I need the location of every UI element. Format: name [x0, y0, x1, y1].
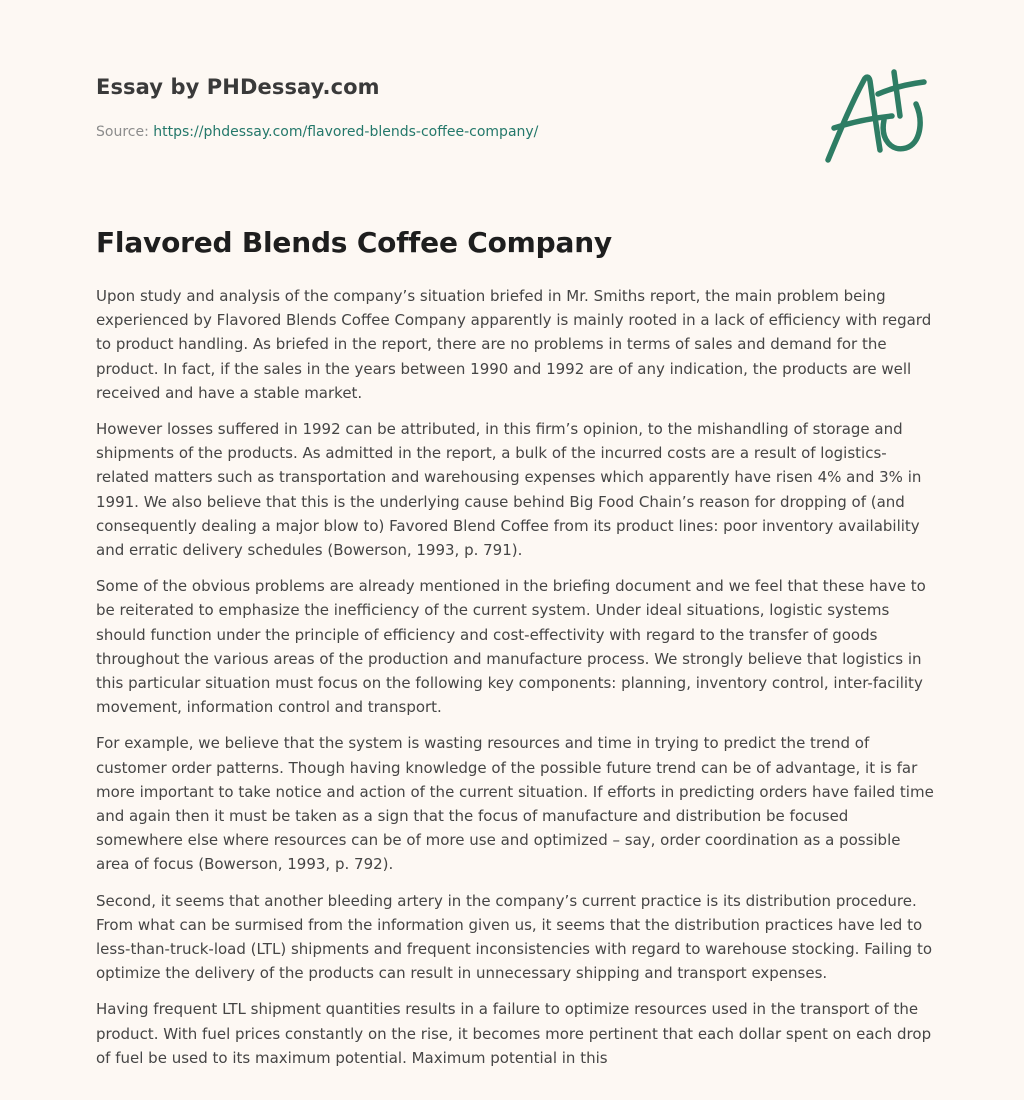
source-label: Source: [96, 124, 149, 140]
essay-paragraph: For example, we believe that the system is wasting resources and time in trying to predict the trend of customer order patterns. Though having knowledge of the possible future trend can be of advantage, it is far more important to take notice and action of the current situation. If efforts in predicting orders have failed time and again then it must be taken as a sign that the focus of manufacture and distribution be focused somewhere else where resources can be of more use and optimized – say, order coordination as a possible area of focus (Bowerson, 1993, p. 792). [96, 734, 934, 874]
source-link[interactable]: https://phdessay.com/flavored-blends-coffee-company/ [153, 124, 539, 140]
source-line [96, 124, 538, 140]
essay-paragraph: Upon study and analysis of the company’s situation briefed in Mr. Smiths report, the main problem being experienced by Flavored Blends Coffee Company apparently is mainly rooted in a lack of efficiency with regard to product handling. As briefed in the report, there are no problems in terms of sales and demand for the product. In fact, if the sales in the years between 1990 and 1992 are of any indication, the products are well received and have a stable market. [96, 287, 932, 402]
a-plus-logo-icon [820, 66, 930, 166]
site-brand: Essay by PHDessay.com [96, 75, 380, 99]
essay-paragraph: Second, it seems that another bleeding artery in the company’s current practice is its distribution procedure. From what can be surmised from the information given us, it seems that the distribution practices have led to less-than-truck-load (LTL) shipments and frequent inconsistencies with regard to warehouse stocking. Failing to optimize the delivery of the products can result in unnecessary shipping and transport expenses. [96, 891, 933, 983]
essay-paragraph: Some of the obvious problems are already mentioned in the briefing document and we feel that these have to be reiterated to emphasize the inefficiency of the current system. Under ideal situations, logistic systems should function under the principle of efficiency and cost-effectivity with regard to the transfer of goods throughout the various areas of the production and manufacture process. We strongly believe that logistics in this particular situation must focus on the following key components: planning, inventory control, inter-facility movement, information control and transport. [96, 577, 926, 717]
essay-paragraph: However losses suffered in 1992 can be attributed, in this firm’s opinion, to the mishandling of storage and shipments of the products. As admitted in the report, a bulk of the incurred costs are a result of logistics-related matters such as transportation and warehousing expenses which apparently have risen 4% and 3% in 1991. We also believe that this is the underlying cause behind Big Food Chain’s reason for dropping of (and consequently dealing a major blow to) Favored Blend Coffee from its product lines: poor inventory availability and erratic delivery schedules (Bowerson, 1993, p. 791). [96, 420, 922, 560]
essay-title: Flavored Blends Coffee Company [96, 226, 612, 259]
essay-paragraph: Having frequent LTL shipment quantities results in a failure to optimize resources used in the transport of the product. With fuel prices constantly on the rise, it becomes more pertinent that each dollar spent on each drop of fuel be used to its maximum potential. Maximum potential in this [96, 1000, 932, 1067]
essay-body [96, 284, 934, 1082]
